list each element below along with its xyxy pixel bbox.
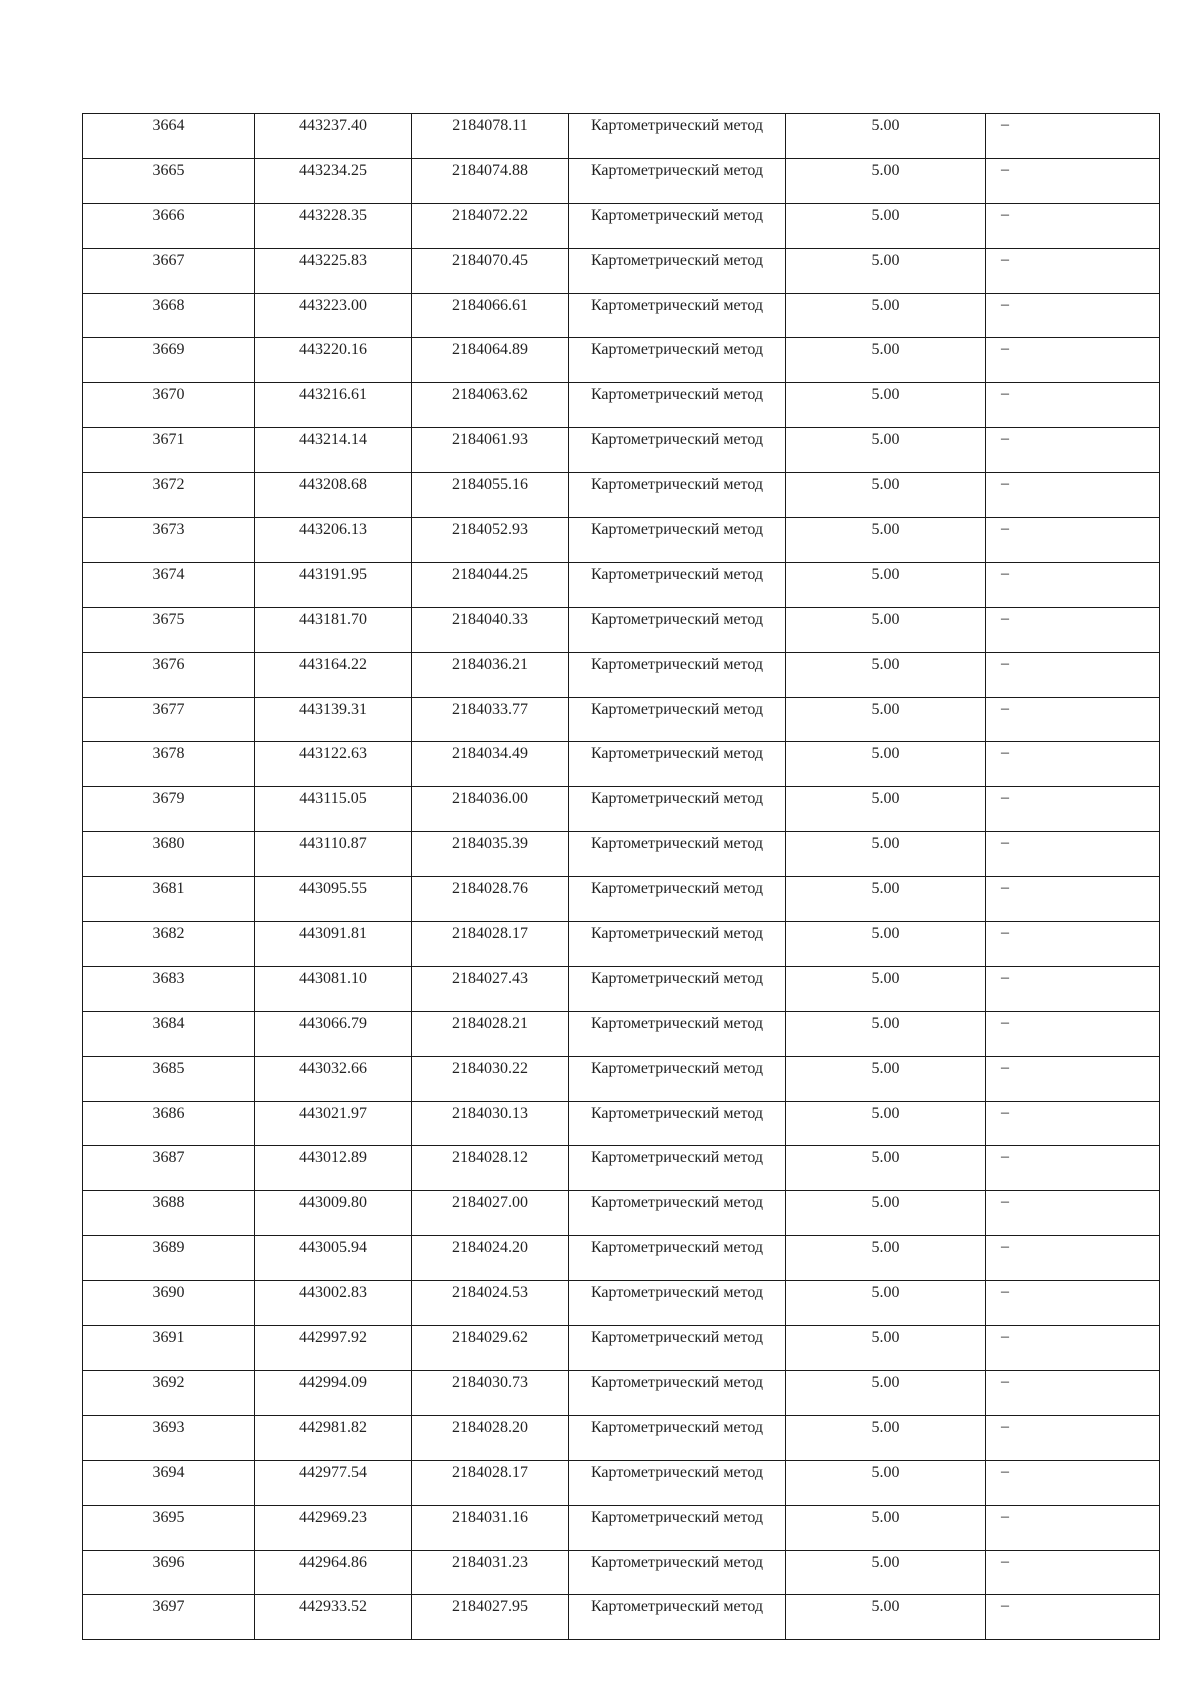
- accuracy-cell: 5.00: [786, 338, 986, 383]
- note-cell: –: [986, 607, 1160, 652]
- point-number-cell: 3674: [83, 562, 255, 607]
- x-coordinate-cell: 443191.95: [255, 562, 412, 607]
- table-row: [83, 293, 1160, 338]
- accuracy-cell: 5.00: [786, 966, 986, 1011]
- x-coordinate-cell: 443032.66: [255, 1056, 412, 1101]
- point-number-cell: 3681: [83, 877, 255, 922]
- point-number-cell: 3683: [83, 966, 255, 1011]
- table-row: [83, 742, 1160, 787]
- x-coordinate-cell: 442997.92: [255, 1326, 412, 1371]
- x-coordinate-cell: 443110.87: [255, 832, 412, 877]
- note-cell: –: [986, 1236, 1160, 1281]
- note-cell: –: [986, 742, 1160, 787]
- y-coordinate-cell: 2184030.22: [412, 1056, 569, 1101]
- method-cell: Картометрический метод: [569, 1415, 786, 1460]
- note-cell: –: [986, 697, 1160, 742]
- note-cell: –: [986, 1056, 1160, 1101]
- table-row: [83, 248, 1160, 293]
- method-cell: Картометрический метод: [569, 1011, 786, 1056]
- table-row: [83, 383, 1160, 428]
- point-number-cell: 3679: [83, 787, 255, 832]
- y-coordinate-cell: 2184052.93: [412, 518, 569, 563]
- method-cell: Картометрический метод: [569, 1505, 786, 1550]
- note-cell: –: [986, 1370, 1160, 1415]
- table-row: [83, 473, 1160, 518]
- note-cell: –: [986, 1415, 1160, 1460]
- y-coordinate-cell: 2184028.20: [412, 1415, 569, 1460]
- point-number-cell: 3675: [83, 607, 255, 652]
- method-cell: Картометрический метод: [569, 114, 786, 159]
- table-row: [83, 1056, 1160, 1101]
- table-row: [83, 1236, 1160, 1281]
- accuracy-cell: 5.00: [786, 607, 986, 652]
- accuracy-cell: 5.00: [786, 1101, 986, 1146]
- y-coordinate-cell: 2184036.00: [412, 787, 569, 832]
- point-number-cell: 3696: [83, 1550, 255, 1595]
- accuracy-cell: 5.00: [786, 787, 986, 832]
- note-cell: –: [986, 966, 1160, 1011]
- note-cell: –: [986, 293, 1160, 338]
- accuracy-cell: 5.00: [786, 518, 986, 563]
- table-row: [83, 1415, 1160, 1460]
- table-row: [83, 787, 1160, 832]
- y-coordinate-cell: 2184055.16: [412, 473, 569, 518]
- method-cell: Картометрический метод: [569, 338, 786, 383]
- note-cell: –: [986, 1101, 1160, 1146]
- x-coordinate-cell: 443002.83: [255, 1281, 412, 1326]
- y-coordinate-cell: 2184030.13: [412, 1101, 569, 1146]
- note-cell: –: [986, 1011, 1160, 1056]
- y-coordinate-cell: 2184064.89: [412, 338, 569, 383]
- method-cell: Картометрический метод: [569, 518, 786, 563]
- x-coordinate-cell: 443115.05: [255, 787, 412, 832]
- y-coordinate-cell: 2184031.23: [412, 1550, 569, 1595]
- accuracy-cell: 5.00: [786, 1595, 986, 1640]
- x-coordinate-cell: 443225.83: [255, 248, 412, 293]
- method-cell: Картометрический метод: [569, 652, 786, 697]
- method-cell: Картометрический метод: [569, 1550, 786, 1595]
- point-number-cell: 3694: [83, 1460, 255, 1505]
- accuracy-cell: 5.00: [786, 114, 986, 159]
- x-coordinate-cell: 443181.70: [255, 607, 412, 652]
- accuracy-cell: 5.00: [786, 158, 986, 203]
- point-number-cell: 3665: [83, 158, 255, 203]
- point-number-cell: 3690: [83, 1281, 255, 1326]
- point-number-cell: 3673: [83, 518, 255, 563]
- table-row: [83, 114, 1160, 159]
- y-coordinate-cell: 2184070.45: [412, 248, 569, 293]
- point-number-cell: 3672: [83, 473, 255, 518]
- accuracy-cell: 5.00: [786, 248, 986, 293]
- x-coordinate-cell: 443066.79: [255, 1011, 412, 1056]
- y-coordinate-cell: 2184035.39: [412, 832, 569, 877]
- x-coordinate-cell: 443091.81: [255, 922, 412, 967]
- accuracy-cell: 5.00: [786, 877, 986, 922]
- table-row: [83, 1505, 1160, 1550]
- table-row: [83, 1191, 1160, 1236]
- method-cell: Картометрический метод: [569, 383, 786, 428]
- point-number-cell: 3666: [83, 203, 255, 248]
- table-row: [83, 1281, 1160, 1326]
- coordinates-table-body: [83, 114, 1160, 1640]
- point-number-cell: 3664: [83, 114, 255, 159]
- method-cell: Картометрический метод: [569, 1326, 786, 1371]
- accuracy-cell: 5.00: [786, 1236, 986, 1281]
- method-cell: Картометрический метод: [569, 742, 786, 787]
- y-coordinate-cell: 2184072.22: [412, 203, 569, 248]
- accuracy-cell: 5.00: [786, 1191, 986, 1236]
- x-coordinate-cell: 442933.52: [255, 1595, 412, 1640]
- y-coordinate-cell: 2184036.21: [412, 652, 569, 697]
- y-coordinate-cell: 2184040.33: [412, 607, 569, 652]
- point-number-cell: 3684: [83, 1011, 255, 1056]
- note-cell: –: [986, 1281, 1160, 1326]
- point-number-cell: 3669: [83, 338, 255, 383]
- table-row: [83, 607, 1160, 652]
- y-coordinate-cell: 2184024.20: [412, 1236, 569, 1281]
- accuracy-cell: 5.00: [786, 1146, 986, 1191]
- method-cell: Картометрический метод: [569, 877, 786, 922]
- note-cell: –: [986, 652, 1160, 697]
- x-coordinate-cell: 443164.22: [255, 652, 412, 697]
- accuracy-cell: 5.00: [786, 1281, 986, 1326]
- table-row: [83, 158, 1160, 203]
- table-row: [83, 1146, 1160, 1191]
- y-coordinate-cell: 2184066.61: [412, 293, 569, 338]
- method-cell: Картометрический метод: [569, 1370, 786, 1415]
- accuracy-cell: 5.00: [786, 1056, 986, 1101]
- table-row: [83, 1460, 1160, 1505]
- note-cell: –: [986, 114, 1160, 159]
- y-coordinate-cell: 2184027.43: [412, 966, 569, 1011]
- accuracy-cell: 5.00: [786, 203, 986, 248]
- accuracy-cell: 5.00: [786, 383, 986, 428]
- accuracy-cell: 5.00: [786, 562, 986, 607]
- note-cell: –: [986, 428, 1160, 473]
- table-row: [83, 697, 1160, 742]
- point-number-cell: 3680: [83, 832, 255, 877]
- method-cell: Картометрический метод: [569, 1236, 786, 1281]
- method-cell: Картометрический метод: [569, 473, 786, 518]
- method-cell: Картометрический метод: [569, 203, 786, 248]
- note-cell: –: [986, 1146, 1160, 1191]
- x-coordinate-cell: 443214.14: [255, 428, 412, 473]
- x-coordinate-cell: 443237.40: [255, 114, 412, 159]
- point-number-cell: 3687: [83, 1146, 255, 1191]
- method-cell: Картометрический метод: [569, 158, 786, 203]
- point-number-cell: 3697: [83, 1595, 255, 1640]
- y-coordinate-cell: 2184027.00: [412, 1191, 569, 1236]
- note-cell: –: [986, 518, 1160, 563]
- x-coordinate-cell: 442981.82: [255, 1415, 412, 1460]
- y-coordinate-cell: 2184034.49: [412, 742, 569, 787]
- table-row: [83, 518, 1160, 563]
- point-number-cell: 3689: [83, 1236, 255, 1281]
- x-coordinate-cell: 443228.35: [255, 203, 412, 248]
- point-number-cell: 3688: [83, 1191, 255, 1236]
- point-number-cell: 3691: [83, 1326, 255, 1371]
- point-number-cell: 3670: [83, 383, 255, 428]
- point-number-cell: 3685: [83, 1056, 255, 1101]
- note-cell: –: [986, 1191, 1160, 1236]
- x-coordinate-cell: 443220.16: [255, 338, 412, 383]
- note-cell: –: [986, 1550, 1160, 1595]
- table-row: [83, 652, 1160, 697]
- accuracy-cell: 5.00: [786, 1415, 986, 1460]
- x-coordinate-cell: 442964.86: [255, 1550, 412, 1595]
- method-cell: Картометрический метод: [569, 922, 786, 967]
- note-cell: –: [986, 1460, 1160, 1505]
- accuracy-cell: 5.00: [786, 293, 986, 338]
- x-coordinate-cell: 442994.09: [255, 1370, 412, 1415]
- point-number-cell: 3692: [83, 1370, 255, 1415]
- accuracy-cell: 5.00: [786, 1460, 986, 1505]
- note-cell: –: [986, 203, 1160, 248]
- point-number-cell: 3682: [83, 922, 255, 967]
- method-cell: Картометрический метод: [569, 1460, 786, 1505]
- y-coordinate-cell: 2184061.93: [412, 428, 569, 473]
- y-coordinate-cell: 2184029.62: [412, 1326, 569, 1371]
- accuracy-cell: 5.00: [786, 473, 986, 518]
- note-cell: –: [986, 1595, 1160, 1640]
- y-coordinate-cell: 2184063.62: [412, 383, 569, 428]
- note-cell: –: [986, 383, 1160, 428]
- y-coordinate-cell: 2184074.88: [412, 158, 569, 203]
- method-cell: Картометрический метод: [569, 966, 786, 1011]
- accuracy-cell: 5.00: [786, 1505, 986, 1550]
- point-number-cell: 3686: [83, 1101, 255, 1146]
- method-cell: Картометрический метод: [569, 1595, 786, 1640]
- note-cell: –: [986, 338, 1160, 383]
- table-row: [83, 1595, 1160, 1640]
- table-row: [83, 1101, 1160, 1146]
- accuracy-cell: 5.00: [786, 1011, 986, 1056]
- table-row: [83, 877, 1160, 922]
- method-cell: Картометрический метод: [569, 787, 786, 832]
- table-row: [83, 1550, 1160, 1595]
- point-number-cell: 3676: [83, 652, 255, 697]
- y-coordinate-cell: 2184028.17: [412, 1460, 569, 1505]
- note-cell: –: [986, 1326, 1160, 1371]
- note-cell: –: [986, 787, 1160, 832]
- table-row: [83, 1370, 1160, 1415]
- accuracy-cell: 5.00: [786, 428, 986, 473]
- x-coordinate-cell: 443206.13: [255, 518, 412, 563]
- accuracy-cell: 5.00: [786, 697, 986, 742]
- point-number-cell: 3678: [83, 742, 255, 787]
- x-coordinate-cell: 443122.63: [255, 742, 412, 787]
- x-coordinate-cell: 442969.23: [255, 1505, 412, 1550]
- table-row: [83, 562, 1160, 607]
- point-number-cell: 3677: [83, 697, 255, 742]
- table-row: [83, 832, 1160, 877]
- method-cell: Картометрический метод: [569, 832, 786, 877]
- y-coordinate-cell: 2184044.25: [412, 562, 569, 607]
- note-cell: –: [986, 1505, 1160, 1550]
- method-cell: Картометрический метод: [569, 562, 786, 607]
- method-cell: Картометрический метод: [569, 697, 786, 742]
- table-row: [83, 203, 1160, 248]
- note-cell: –: [986, 832, 1160, 877]
- y-coordinate-cell: 2184027.95: [412, 1595, 569, 1640]
- x-coordinate-cell: 443081.10: [255, 966, 412, 1011]
- note-cell: –: [986, 562, 1160, 607]
- x-coordinate-cell: 443208.68: [255, 473, 412, 518]
- y-coordinate-cell: 2184030.73: [412, 1370, 569, 1415]
- method-cell: Картометрический метод: [569, 293, 786, 338]
- accuracy-cell: 5.00: [786, 1326, 986, 1371]
- table-row: [83, 338, 1160, 383]
- method-cell: Картометрический метод: [569, 1056, 786, 1101]
- point-number-cell: 3671: [83, 428, 255, 473]
- point-number-cell: 3668: [83, 293, 255, 338]
- x-coordinate-cell: 443234.25: [255, 158, 412, 203]
- y-coordinate-cell: 2184031.16: [412, 1505, 569, 1550]
- table-row: [83, 1011, 1160, 1056]
- accuracy-cell: 5.00: [786, 832, 986, 877]
- point-number-cell: 3695: [83, 1505, 255, 1550]
- y-coordinate-cell: 2184078.11: [412, 114, 569, 159]
- y-coordinate-cell: 2184033.77: [412, 697, 569, 742]
- coordinates-table: [82, 113, 1160, 1640]
- method-cell: Картометрический метод: [569, 1146, 786, 1191]
- point-number-cell: 3667: [83, 248, 255, 293]
- accuracy-cell: 5.00: [786, 652, 986, 697]
- table-row: [83, 922, 1160, 967]
- method-cell: Картометрический метод: [569, 1281, 786, 1326]
- method-cell: Картометрический метод: [569, 428, 786, 473]
- method-cell: Картометрический метод: [569, 1191, 786, 1236]
- table-row: [83, 1326, 1160, 1371]
- y-coordinate-cell: 2184028.17: [412, 922, 569, 967]
- x-coordinate-cell: 443216.61: [255, 383, 412, 428]
- x-coordinate-cell: 443223.00: [255, 293, 412, 338]
- y-coordinate-cell: 2184028.12: [412, 1146, 569, 1191]
- x-coordinate-cell: 443095.55: [255, 877, 412, 922]
- y-coordinate-cell: 2184028.21: [412, 1011, 569, 1056]
- x-coordinate-cell: 443005.94: [255, 1236, 412, 1281]
- y-coordinate-cell: 2184028.76: [412, 877, 569, 922]
- accuracy-cell: 5.00: [786, 1550, 986, 1595]
- accuracy-cell: 5.00: [786, 1370, 986, 1415]
- y-coordinate-cell: 2184024.53: [412, 1281, 569, 1326]
- x-coordinate-cell: 443021.97: [255, 1101, 412, 1146]
- table-row: [83, 966, 1160, 1011]
- note-cell: –: [986, 877, 1160, 922]
- note-cell: –: [986, 922, 1160, 967]
- x-coordinate-cell: 442977.54: [255, 1460, 412, 1505]
- note-cell: –: [986, 473, 1160, 518]
- x-coordinate-cell: 443012.89: [255, 1146, 412, 1191]
- accuracy-cell: 5.00: [786, 922, 986, 967]
- table-row: [83, 428, 1160, 473]
- accuracy-cell: 5.00: [786, 742, 986, 787]
- note-cell: –: [986, 248, 1160, 293]
- note-cell: –: [986, 158, 1160, 203]
- method-cell: Картометрический метод: [569, 248, 786, 293]
- point-number-cell: 3693: [83, 1415, 255, 1460]
- method-cell: Картометрический метод: [569, 607, 786, 652]
- method-cell: Картометрический метод: [569, 1101, 786, 1146]
- x-coordinate-cell: 443139.31: [255, 697, 412, 742]
- x-coordinate-cell: 443009.80: [255, 1191, 412, 1236]
